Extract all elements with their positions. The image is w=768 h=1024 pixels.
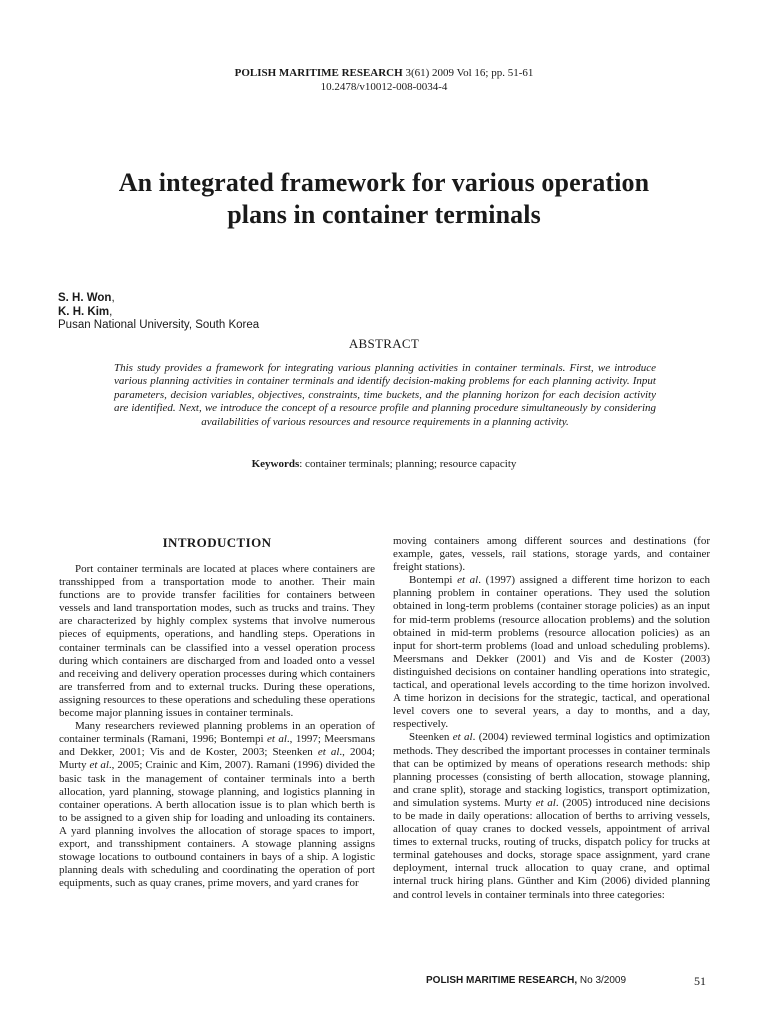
author-separator: ,	[109, 305, 113, 318]
author-block	[58, 292, 259, 333]
text-run: Bontempi	[409, 574, 458, 587]
text-run-italic: et al	[535, 796, 556, 809]
abstract-heading: ABSTRACT	[348, 336, 420, 351]
text-run-italic: et al	[457, 574, 479, 587]
journal-citation	[0, 66, 768, 80]
keywords-text: : container terminals; planning; resource capacity	[299, 458, 517, 470]
footer-journal-name: POLISH MARITIME RESEARCH,	[426, 975, 578, 986]
text-run: . (2005) introduced nine decisions to be made in daily operations: allocation of berths to arriving vessels, allocation of quay cranes to docked vessels, appointment of arrival times to external trucks, routing of trucks, dispatch policy for trucks at terminal gatehouses and docks, storage space assignment, yard crane deployment, internal truck allocation to quay crane, and optimal internal truck hiring plans. Günther and Kim (2006) divided planning and control levels in container terminals into three categories:	[393, 796, 710, 901]
issue-info: 3(61) 2009 Vol 16; pp. 51-61	[402, 67, 534, 79]
footer-issue: No 3/2009	[577, 975, 627, 986]
author-2	[58, 306, 259, 320]
paragraph: moving containers among different sources and destinations (for example, gates, vessels, rail stations, storage yards, and container freight stations).	[393, 535, 710, 574]
body-column-right	[393, 535, 710, 902]
keywords	[0, 458, 768, 470]
abstract-text: This study provides a framework for integrating various planning activities in container terminals. First, we introduce various planning activities in container terminals and identify decision-making problems for each planning activity. Input parameters, decision variables, objectives, constraints, time buckets, and the planning horizon for each decision activity are identified. Next, we introduce the concept of a resource profile and planning procedure simultaneously by considering availabilities of various resources and resource requirements in a planning activity.	[114, 362, 656, 428]
footer-journal	[426, 975, 626, 986]
text-run: Steenken	[409, 731, 453, 744]
body-column-left	[59, 535, 375, 890]
paragraph	[393, 731, 710, 901]
paragraph: Port container terminals are located at places where containers are transshipped from a transportation mode to another. Their main functions are to provide transfer facilities for containers between vessels and land transportation modes, such as trucks and trains. They are characterized by highly complex systems that involve numerous pieces of equipments, operations, and handling steps. Operations in container terminals can be classified into a vessel operation process during which containers are discharged from and loaded onto a vessel and receiving and delivery operation processes during which containers are transferred from and to external trucks. During these operations, assigning resources to these operations and scheduling these operations become major planning issues in container terminals.	[59, 563, 375, 720]
page-number: 51	[694, 974, 706, 988]
text-run: . (1997) assigned a different time horizon to each planning problem in container operations. They used the solution obtained in long-term problems (container storage policies) as an input for mid-term problems (resource allocation problems) and the solution obtained in mid-term problems (resource allocation policies) as an input for short-term problems (load and unload scheduling problems). Meersmans and Dekker (2001) and Vis and de Koster (2003) distinguished decisions on container handling operations into strategic, tactical, and operational levels according to the time horizon involved. A time horizon in decisions for the strategic, tactical, and operational level covers one to several years, a day to months, and a day, respectively.	[393, 574, 710, 731]
title-line-2: plans in container terminals	[227, 200, 541, 229]
title-line-1: An integrated framework for various operation	[118, 168, 650, 197]
text-run-italic: et al	[317, 746, 340, 759]
author-name: S. H. Won	[58, 292, 112, 304]
paragraph	[393, 574, 710, 731]
affiliation: Pusan National University, South Korea	[58, 319, 260, 331]
text-run: Many researchers reviewed planning problems in an operation of container terminals (Ramani, 1996; Bontempi	[59, 720, 375, 746]
journal-name: POLISH MARITIME RESEARCH	[234, 67, 403, 79]
paragraph	[59, 720, 375, 890]
paper-title	[40, 167, 728, 231]
text-run-italic: et al	[89, 759, 109, 772]
section-heading-introduction: INTRODUCTION	[162, 535, 272, 550]
text-run: ., 2004; Murty	[59, 746, 376, 772]
text-run: ., 2005; Crainic and Kim, 2007). Ramani (1996) divided the basic task in the management of container terminals into a berth allocation, yard planning, stowage planning, and logistics planning in container operations. A berth allocation issue is to plan which berth is to be assigned to a given ship for loading and unloading its containers. A yard planning involves the allocation of storage spaces to import, export, and transshipment containers. A stowage planning assigns stowage locations to outbound containers in bays of a ship. A logistic planning deals with scheduling and coordinating the operation of port equipments, such as quay cranes, prime movers, and yard cranes for	[59, 759, 375, 890]
author-separator: ,	[111, 292, 115, 304]
text-run-italic: et al	[452, 731, 473, 744]
keywords-label: Keywords	[251, 458, 300, 470]
journal-header	[0, 66, 768, 94]
text-run: . (2004) reviewed terminal logistics and optimization methods. They described the important processes in container terminals that can be optimized by means of operations research methods: ship planning processes (consisting of berth allocation, stowage planning, and crane split), storage and stacking logistics, transport optimization, and simulation systems. Murty	[393, 731, 710, 809]
author-name: K. H. Kim	[58, 305, 110, 318]
text-run-italic: et al	[267, 733, 287, 746]
doi: 10.2478/v10012-008-0034-4	[320, 81, 448, 93]
author-1	[58, 292, 259, 306]
text-run: ., 1997; Meersmans and Dekker, 2001; Vis and de Koster, 2003; Steenken	[59, 733, 376, 759]
